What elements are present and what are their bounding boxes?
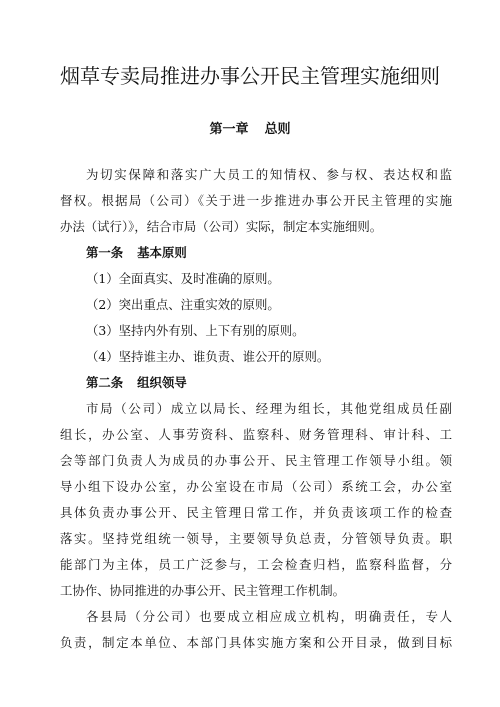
body-line: 能部门为主体，员工广泛参与，工会检查归档，监察科监督，分 [60,557,452,572]
body-line: 市局（公司）成立以局长、经理为组长，其他党组成员任副 [86,401,452,416]
article-heading [86,375,187,391]
principle-item: （1）全面真实、及时准确的原则。 [86,271,280,286]
intro-line: 督权。根据局（公司）《关于进一步推进办事公开民主管理的实施 [60,193,452,208]
body-line: 组长，办公室、人事劳资科、监察科、财务管理科、审计科、工 [60,427,452,442]
intro-line: 办法（试行）》，结合市局（公司）实际，制定本实施细则。 [60,219,383,234]
principle-item: （2）突出重点、注重实效的原则。 [86,297,280,312]
body-line: 具体负责办事公开、民主管理日常工作，并负责该项工作的检查 [60,505,452,520]
body-line: 工协作、协同推进的办事公开、民主管理工作机制。 [60,583,345,598]
body-line: 各县局（分公司）也要成立相应成立机构，明确责任，专人 [86,609,452,624]
principle-item: （4）坚持谁主办、谁负责、谁公开的原则。 [86,349,330,364]
body-line: 导小组下设办公室，办公室设在市局（公司）系统工会，办公室 [60,479,452,494]
principle-item: （3）坚持内外有别、上下有别的原则。 [86,323,305,338]
document-title: 烟草专卖局推进办事公开民主管理实施细则 [60,64,440,88]
article-name: 基本原则 [137,245,187,260]
article-number: 第二条 [86,375,124,390]
article-heading [86,245,187,261]
chapter-number: 第一章 [209,122,249,137]
body-line: 落实。坚持党组统一领导，主要领导负总责，分管领导负责。职 [60,531,452,546]
article-name: 组织领导 [137,375,187,390]
intro-line: 为切实保障和落实广大员工的知情权、参与权、表达权和监 [86,167,452,182]
article-number: 第一条 [86,245,124,260]
chapter-name: 总则 [264,122,291,137]
chapter-heading [0,118,500,137]
body-line: 负责，制定本单位、本部门具体实施方案和公开目录，做到目标 [60,635,452,650]
body-line: 会等部门负责人为成员的办事公开、民主管理工作领导小组。领 [60,453,452,468]
